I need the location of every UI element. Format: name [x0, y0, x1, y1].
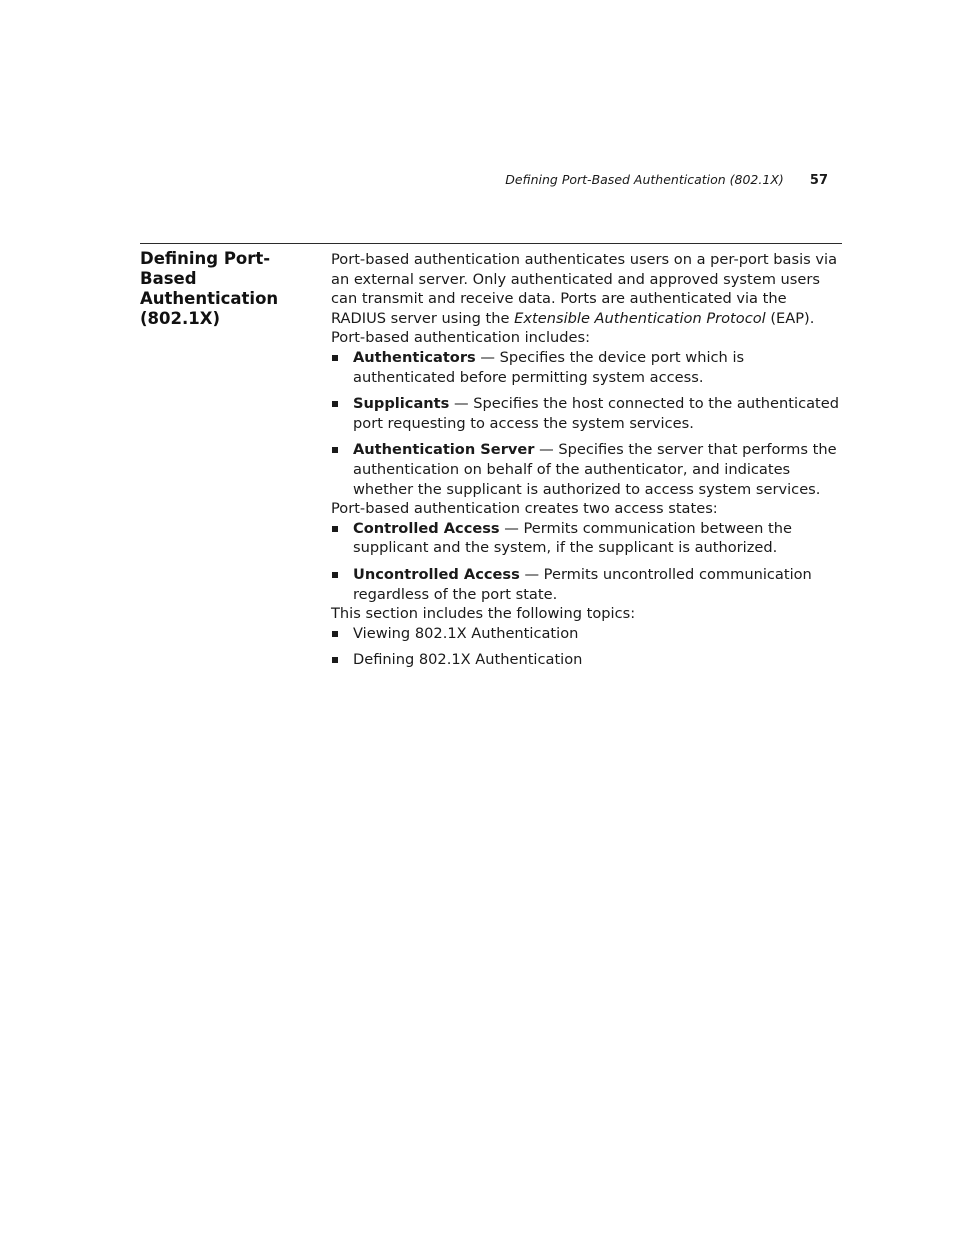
- list-term: Authentication Server: [353, 441, 535, 459]
- list-term: Controlled Access: [353, 519, 500, 537]
- section-divider: [140, 243, 842, 244]
- states-intro: Port-based authentication creates two access states:: [331, 500, 718, 518]
- topic-label: Defining 802.1X Authentication: [353, 651, 583, 669]
- bullet-square-icon: [332, 526, 338, 532]
- states-list: [331, 519, 841, 604]
- includes-list: [331, 348, 841, 499]
- bullet-square-icon: [332, 447, 338, 453]
- list-desc: — Permits communication between the supplicant and the system, if the supplicant is authorized.: [353, 519, 792, 557]
- list-desc: — Specifies the device port which is authenticated before permitting system access.: [353, 348, 745, 386]
- topic-item-viewing-8021x: [331, 624, 841, 644]
- protocol-name: Extensible Authentication Protocol: [514, 309, 766, 327]
- list-desc: — Permits uncontrolled communication regardless of the port state.: [353, 565, 812, 603]
- list-desc: — Specifies the host connected to the authenticated port requesting to access the system services.: [353, 395, 839, 432]
- list-desc: — Specifies the server that performs the authentication on behalf of the authenticator, and indicates whether the supplicant is authorized to access system services.: [353, 441, 837, 498]
- list-term: Supplicants: [353, 395, 450, 413]
- section-heading-line: Defining Port-Based: [140, 249, 271, 288]
- topic-label: Viewing 802.1X Authentication: [353, 624, 579, 642]
- page-number: 57: [809, 173, 828, 188]
- list-item: [331, 565, 841, 604]
- section-heading-line: (802.1X): [140, 309, 220, 328]
- bullet-square-icon: [332, 631, 338, 637]
- list-term: Authenticators: [353, 348, 476, 366]
- bullet-square-icon: [332, 355, 338, 361]
- list-term: Uncontrolled Access: [353, 565, 520, 583]
- list-item: [331, 348, 841, 387]
- running-header-title: Defining Port-Based Authentication (802.1X): [505, 172, 784, 187]
- topic-item-defining-8021x: [331, 650, 841, 670]
- list-item: [331, 440, 841, 499]
- running-header: [505, 171, 828, 190]
- topics-intro: This section includes the following topics:: [331, 605, 636, 623]
- list-item: [331, 519, 841, 558]
- intro-paragraph: Port-based authentication authenticates users on a per-port basis via an external server. Only authenticated and approved system users can transmit and receive data. Ports are authenticated via the RADIUS server using the Extensible Authentication Protocol (EAP). Port-based authentication includes:: [331, 251, 838, 347]
- list-item: [331, 394, 841, 433]
- bullet-square-icon: [332, 401, 338, 407]
- section-heading: [140, 249, 315, 329]
- topics-list: [331, 624, 841, 670]
- bullet-square-icon: [332, 572, 338, 578]
- section-body: [331, 250, 841, 670]
- section-heading-line: Authentication: [140, 289, 279, 308]
- bullet-square-icon: [332, 657, 338, 663]
